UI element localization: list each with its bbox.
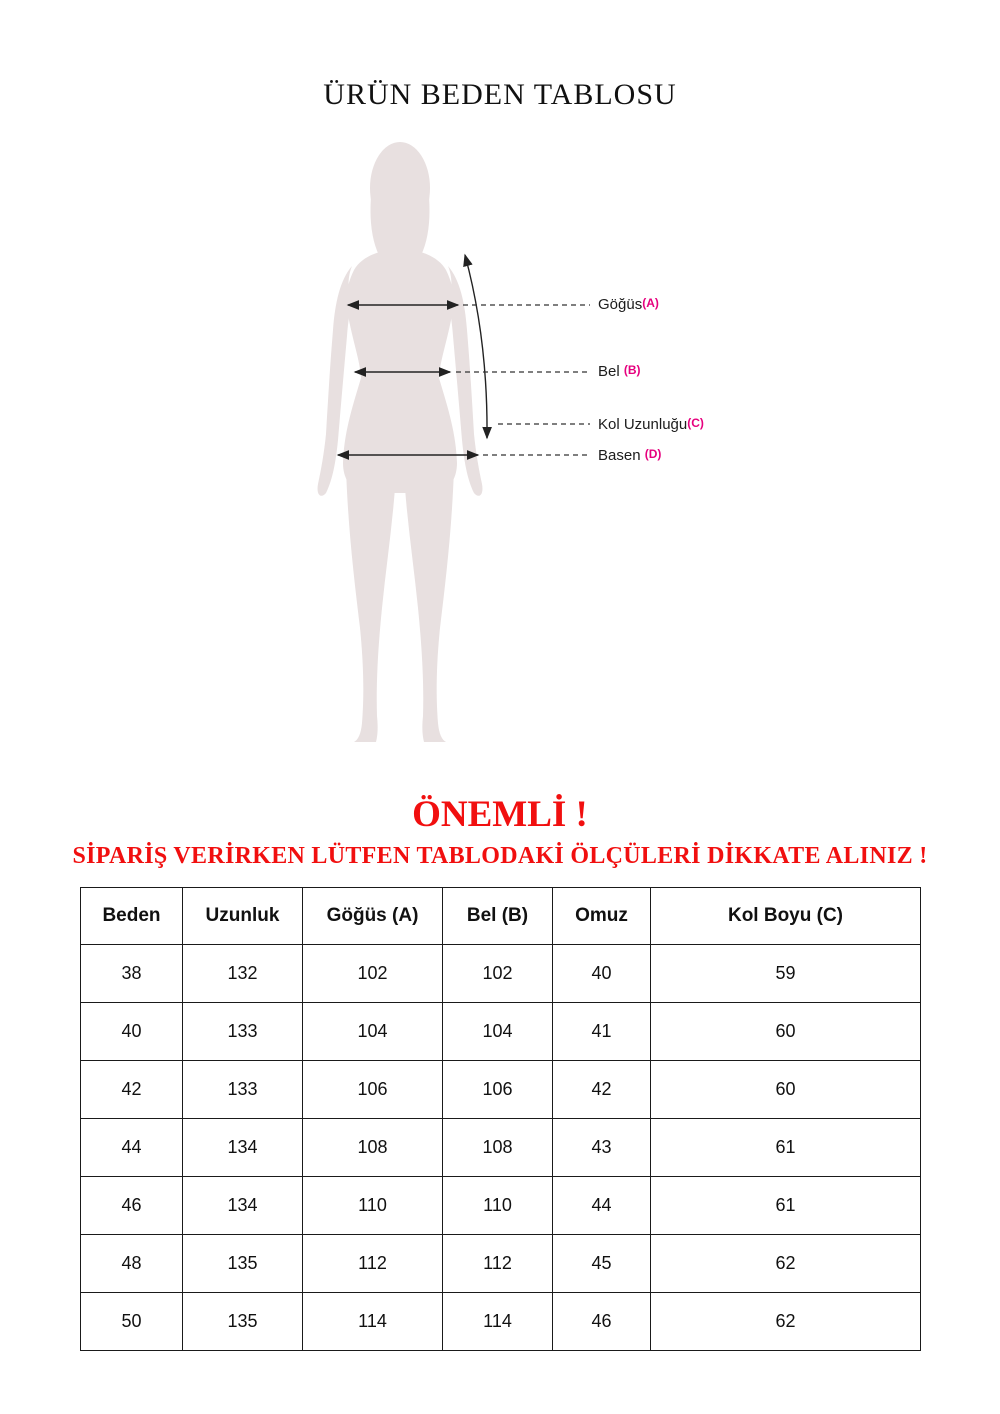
- table-cell: 135: [183, 1235, 303, 1293]
- table-cell: 104: [443, 1003, 553, 1061]
- table-cell: 133: [183, 1061, 303, 1119]
- table-cell: 50: [81, 1293, 183, 1351]
- measure-label-chest: [598, 296, 659, 313]
- measure-label-waist-text: Bel: [598, 363, 624, 380]
- measure-label-arm-letter: (C): [687, 416, 704, 430]
- measure-label-chest-letter: (A): [642, 296, 659, 310]
- table-cell: 48: [81, 1235, 183, 1293]
- measure-label-hip-text: Basen: [598, 447, 645, 464]
- table-cell: 135: [183, 1293, 303, 1351]
- measure-label-arm-text: Kol Uzunluğu: [598, 416, 688, 433]
- page-title: ÜRÜN BEDEN TABLOSU: [323, 78, 677, 111]
- table-cell: 44: [553, 1177, 651, 1235]
- table-cell: 114: [443, 1293, 553, 1351]
- table-cell: 102: [303, 945, 443, 1003]
- table-cell: 42: [81, 1061, 183, 1119]
- table-cell: 42: [553, 1061, 651, 1119]
- col-header-bel: Bel (B): [443, 888, 553, 945]
- table-cell: 134: [183, 1177, 303, 1235]
- table-cell: 114: [303, 1293, 443, 1351]
- col-header-kol-boyu: Kol Boyu (C): [651, 888, 921, 945]
- table-cell: 108: [443, 1119, 553, 1177]
- table-row: [81, 1119, 921, 1177]
- table-header-row: [81, 888, 921, 945]
- table-cell: 45: [553, 1235, 651, 1293]
- table-cell: 38: [81, 945, 183, 1003]
- table-cell: 110: [303, 1177, 443, 1235]
- table-cell: 41: [553, 1003, 651, 1061]
- important-heading: ÖNEMLİ !: [412, 794, 588, 835]
- table-cell: 40: [553, 945, 651, 1003]
- table-row: [81, 1003, 921, 1061]
- table-cell: 134: [183, 1119, 303, 1177]
- table-cell: 61: [651, 1119, 921, 1177]
- table-cell: 112: [443, 1235, 553, 1293]
- table-cell: 46: [81, 1177, 183, 1235]
- col-header-omuz: Omuz: [553, 888, 651, 945]
- table-cell: 62: [651, 1293, 921, 1351]
- table-cell: 60: [651, 1003, 921, 1061]
- table-cell: 102: [443, 945, 553, 1003]
- measurement-arrows: [280, 140, 600, 760]
- size-table: [80, 887, 921, 1351]
- table-cell: 110: [443, 1177, 553, 1235]
- measure-label-hip-letter: (D): [644, 447, 662, 461]
- col-header-uzunluk: Uzunluk: [183, 888, 303, 945]
- table-row: [81, 945, 921, 1003]
- measure-label-arm-length: [598, 416, 704, 433]
- table-cell: 112: [303, 1235, 443, 1293]
- table-cell: 62: [651, 1235, 921, 1293]
- table-cell: 133: [183, 1003, 303, 1061]
- table-cell: 40: [81, 1003, 183, 1061]
- measure-label-waist: [598, 363, 641, 380]
- table-row: [81, 1061, 921, 1119]
- table-cell: 106: [303, 1061, 443, 1119]
- order-warning-text: SİPARİŞ VERİRKEN LÜTFEN TABLODAKİ ÖLÇÜLERİ DİKKATE ALINIZ !: [72, 843, 928, 869]
- col-header-beden: Beden: [81, 888, 183, 945]
- table-cell: 108: [303, 1119, 443, 1177]
- table-row: [81, 1235, 921, 1293]
- table-cell: 106: [443, 1061, 553, 1119]
- table-row: [81, 1293, 921, 1351]
- table-cell: 44: [81, 1119, 183, 1177]
- table-row: [81, 1177, 921, 1235]
- col-header-gogus: Göğüs (A): [303, 888, 443, 945]
- table-cell: 46: [553, 1293, 651, 1351]
- measure-label-waist-letter: (B): [623, 363, 641, 377]
- table-cell: 60: [651, 1061, 921, 1119]
- measure-label-chest-text: Göğüs: [598, 296, 643, 313]
- table-cell: 132: [183, 945, 303, 1003]
- measure-label-hip: [598, 447, 661, 464]
- table-cell: 104: [303, 1003, 443, 1061]
- table-cell: 43: [553, 1119, 651, 1177]
- table-cell: 59: [651, 945, 921, 1003]
- table-cell: 61: [651, 1177, 921, 1235]
